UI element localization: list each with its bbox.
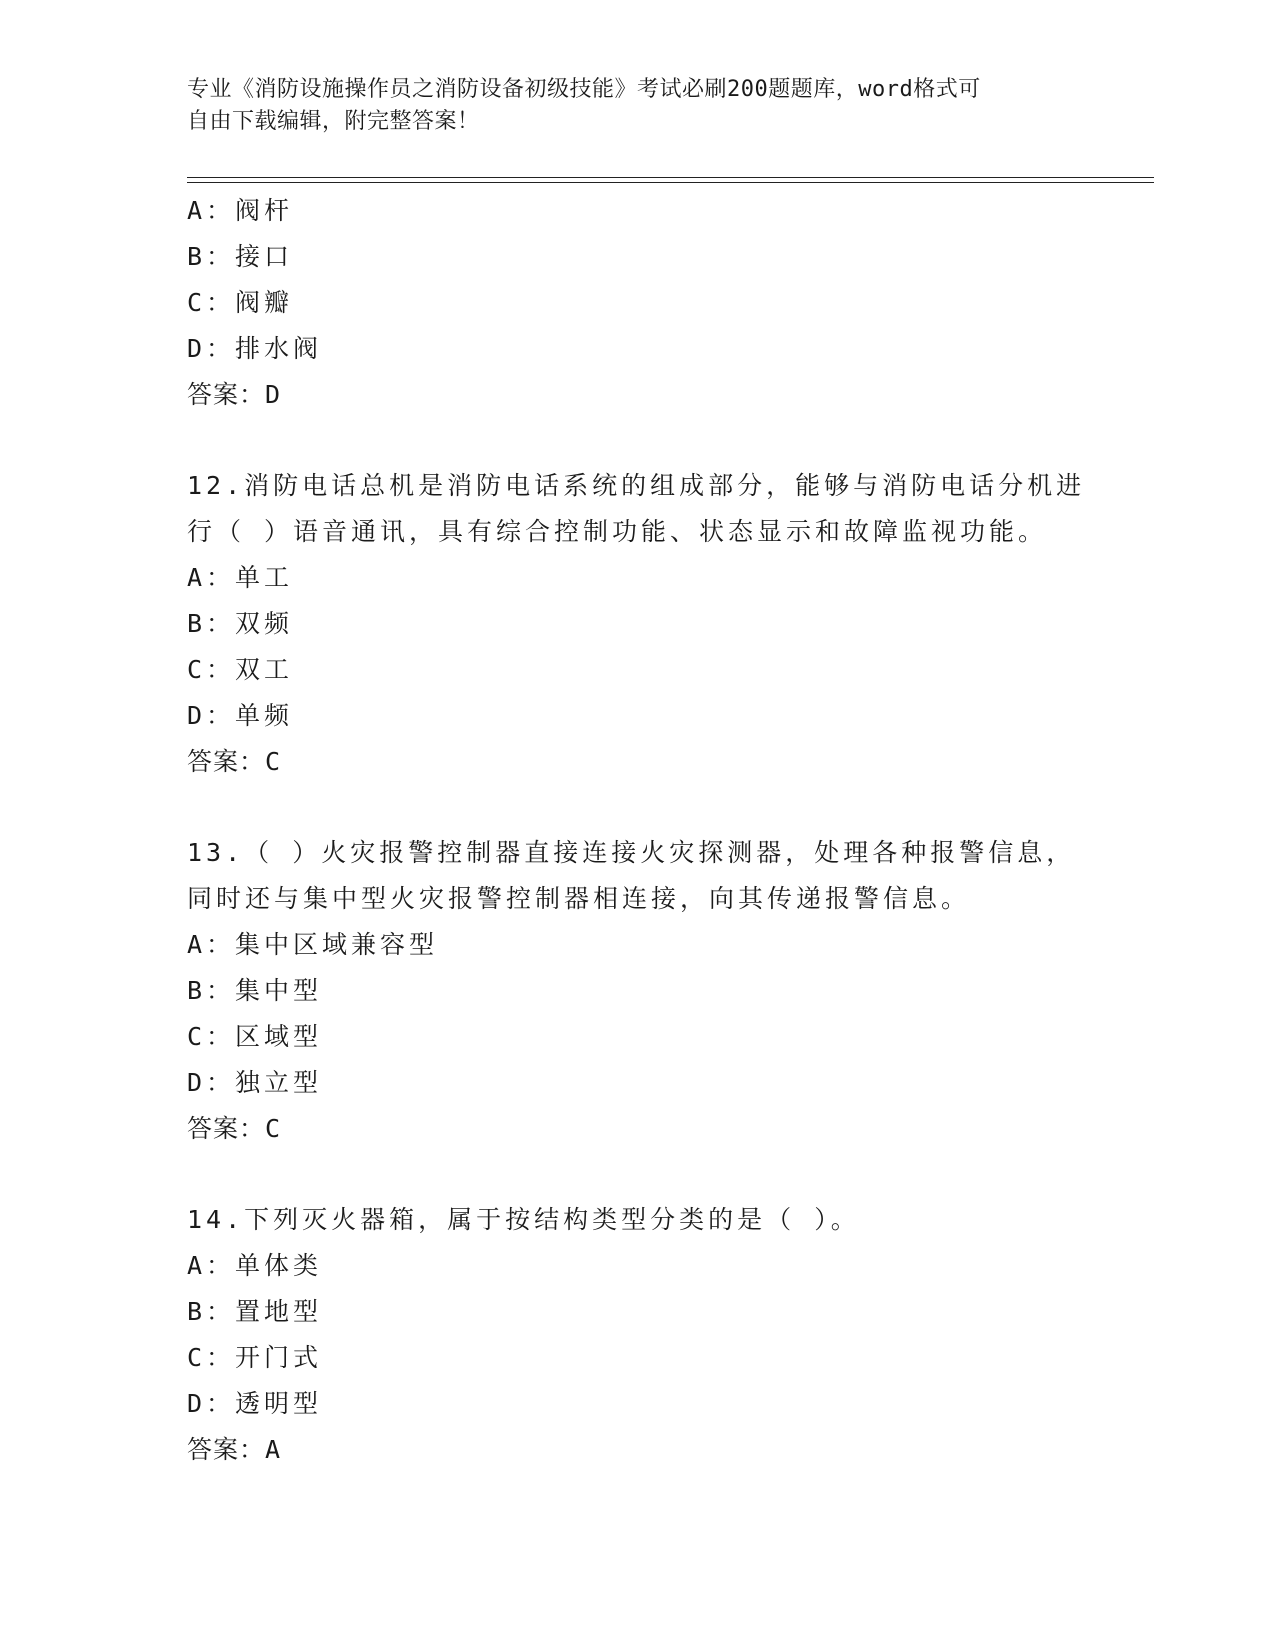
header-divider-bottom bbox=[187, 182, 1154, 183]
header-line-1: 专业《消防设施操作员之消防设备初级技能》考试必刷200题题库，word格式可 bbox=[187, 77, 981, 102]
spacer bbox=[187, 1152, 1147, 1197]
option-c: C：双工 bbox=[187, 655, 294, 684]
option-c: C：阀瓣 bbox=[187, 288, 294, 317]
question-stem-line: 行（ ）语音通讯，具有综合控制功能、状态显示和故障监视功能。 bbox=[187, 517, 1048, 546]
option-d: D：透明型 bbox=[187, 1389, 323, 1418]
question-list bbox=[187, 188, 1147, 1473]
option-d: D：独立型 bbox=[187, 1068, 323, 1097]
question-14 bbox=[187, 1197, 1147, 1473]
option-b: B：集中型 bbox=[187, 976, 323, 1005]
spacer bbox=[187, 418, 1147, 463]
option-d: D：单频 bbox=[187, 701, 294, 730]
answer: 答案：D bbox=[187, 380, 282, 409]
option-d: D：排水阀 bbox=[187, 334, 323, 363]
option-b: B：接口 bbox=[187, 242, 294, 271]
option-b: B：双频 bbox=[187, 609, 294, 638]
answer: 答案：C bbox=[187, 747, 282, 776]
question-stem-line: 12.消防电话总机是消防电话系统的组成部分，能够与消防电话分机进 bbox=[187, 471, 1086, 500]
option-b: B：置地型 bbox=[187, 1297, 323, 1326]
question-stem-line: 13.（ ）火灾报警控制器直接连接火灾探测器，处理各种报警信息， bbox=[187, 838, 1076, 867]
answer: 答案：A bbox=[187, 1435, 282, 1464]
option-a: A：阀杆 bbox=[187, 196, 294, 225]
question-13 bbox=[187, 830, 1147, 1152]
question-12 bbox=[187, 463, 1147, 785]
option-a: A：单工 bbox=[187, 563, 294, 592]
document-header bbox=[187, 74, 1087, 138]
question-stem-line: 同时还与集中型火灾报警控制器相连接，向其传递报警信息。 bbox=[187, 884, 971, 913]
option-c: C：区域型 bbox=[187, 1022, 323, 1051]
spacer bbox=[187, 785, 1147, 830]
header-divider-top bbox=[187, 177, 1154, 178]
header-line-2: 自由下载编辑，附完整答案！ bbox=[187, 109, 480, 134]
question-11-tail bbox=[187, 188, 1147, 418]
answer: 答案：C bbox=[187, 1114, 282, 1143]
question-stem-line: 14.下列灭火器箱，属于按结构类型分类的是（ ）。 bbox=[187, 1205, 860, 1234]
option-a: A：单体类 bbox=[187, 1251, 323, 1280]
option-a: A：集中区域兼容型 bbox=[187, 930, 439, 959]
option-c: C：开门式 bbox=[187, 1343, 323, 1372]
